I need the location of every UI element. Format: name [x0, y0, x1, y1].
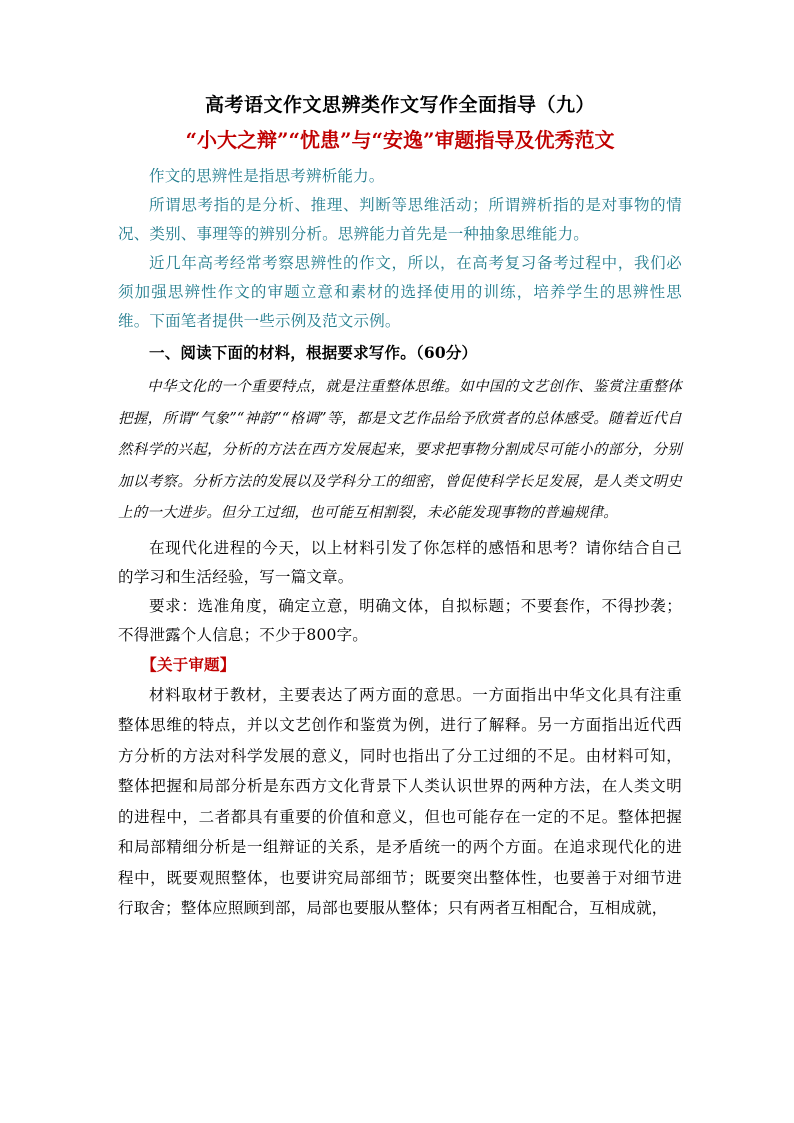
document-subtitle: “小大之辩”“忧患”与“安逸”审题指导及优秀范文	[185, 128, 615, 152]
intro-paragraph-2: 所谓思考指的是分析、推理、判断等思维活动；所谓辨析指的是对事物的情况、类别、事理等的辨别分析。思辨能力首先是一种抽象思维能力。	[118, 196, 682, 243]
intro-paragraph-1: 作文的思辨性是指思考辨析能力。	[149, 167, 385, 185]
intro-paragraph-3: 近几年高考经常考察思辨性的作文，所以，在高考复习备考过程中，我们必须加强思辨性作文的审题立意和素材的选择使用的训练，培养学生的思辨性思维。下面笔者提供一些示例及范文示例。	[118, 254, 682, 330]
document-page	[118, 92, 682, 924]
writing-requirements: 要求：选准角度，确定立意，明确文体，自拟标题；不要套作，不得抄袭；不得泄露个人信息；不少于800字。	[118, 596, 682, 644]
section-heading: 【关于审题】	[141, 654, 236, 674]
document-title: 高考语文作文思辨类作文写作全面指导（九）	[204, 94, 595, 116]
analysis-paragraph: 材料取材于教材，主要表达了两方面的意思。一方面指出中华文化具有注重整体思维的特点，并以文艺创作和鉴赏为例，进行了解释。另一方面指出近代西方分析的方法对科学发展的意义，同时也指出了分工过细的不足。由材料可知，整体把握和局部分析是东西方文化背景下人类认识世界的两种方法，在人类文明的进程中，二者都具有重要的价值和意义，但也可能存在一定的不足。整体把握和局部精细分析是一组辩证的关系，是矛盾统一的两个方面。在追求现代化的进程中，既要观照整体，也要讲究局部细节；既要突出整体性，也要善于对细节进行取舍；整体应照顾到部，局部也要服从整体；只有两者互相配合，互相成就，	[118, 685, 682, 917]
reading-material: 中华文化的一个重要特点，就是注重整体思维。如中国的文艺创作、鉴赏注重整体把握，所谓“气象”“神韵”“格调”等，都是文艺作品给予欣赏者的总体感受。随着近代自然科学的兴起，分析的方法在西方发展起来，要求把事物分割成尽可能小的部分，分别加以考察。分析方法的发展以及学科分工的细密，曾促使科学长足发展，是人类文明史上的一大进步。但分工过细，也可能互相割裂，未必能发现事物的普遍规律。	[118, 379, 682, 521]
writing-prompt: 在现代化进程的今天，以上材料引发了你怎样的感悟和思考？请你结合自己的学习和生活经验，写一篇文章。	[118, 538, 682, 586]
question-heading: 一、阅读下面的材料，根据要求写作。（60分）	[149, 343, 478, 362]
